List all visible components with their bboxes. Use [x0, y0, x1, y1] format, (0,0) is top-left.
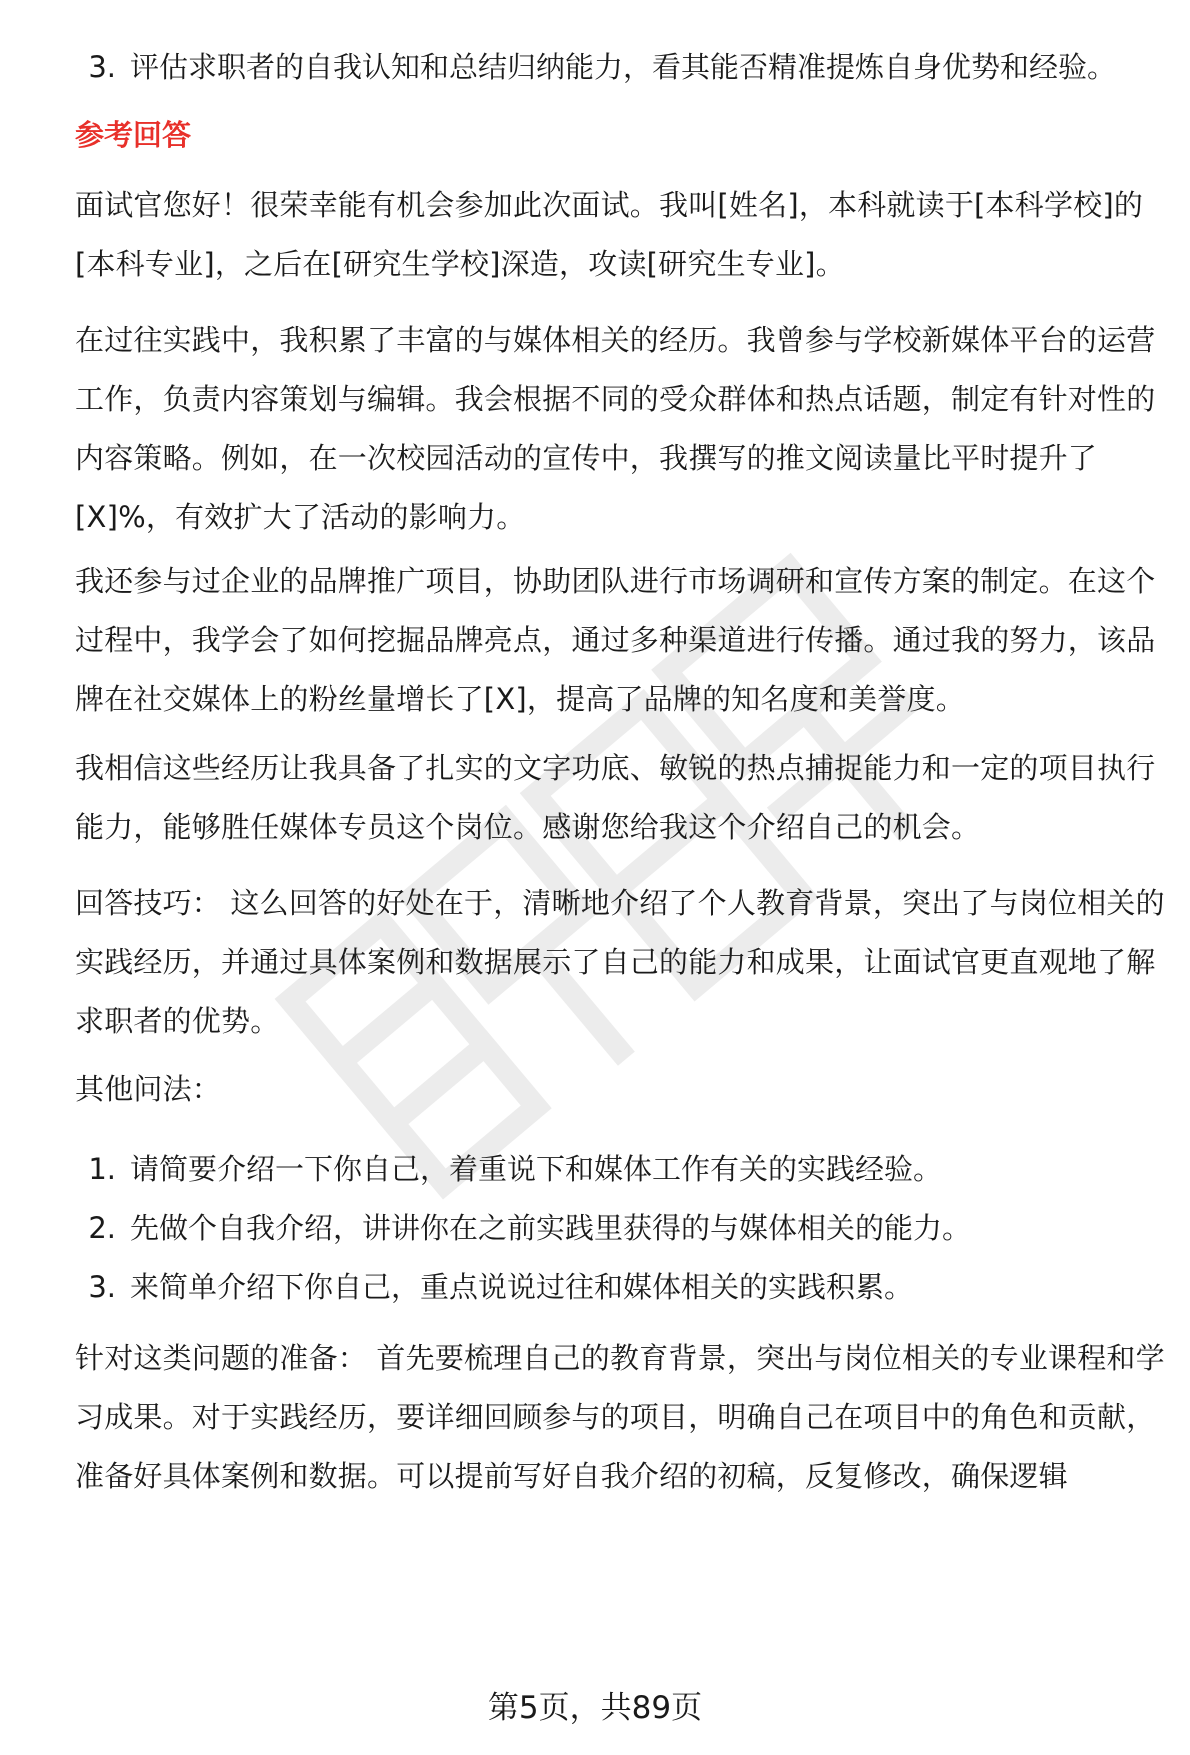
- list-item: [75, 1199, 1165, 1258]
- other-questions-label: 其他问法：: [75, 1072, 222, 1106]
- list-item: [75, 1140, 1165, 1199]
- answer-paragraph: 在过往实践中，我积累了丰富的与媒体相关的经历。我曾参与学校新媒体平台的运营工作，负责内容策划与编辑。我会根据不同的受众群体和热点话题，制定有针对性的内容策略。例如，在一次校园活动的宣传中，我撰写的推文阅读量比平时提升了[X]%，有效扩大了活动的影响力。: [75, 323, 1156, 534]
- list-number: 3.: [88, 50, 116, 84]
- page-number-footer: 第5页，共89页: [487, 1690, 703, 1726]
- list-number: 3.: [88, 1270, 116, 1304]
- list-item: [75, 38, 1165, 97]
- list-text: 评估求职者的自我认知和总结归纳能力，看其能否精准提炼自身优势和经验。: [130, 50, 1117, 84]
- other-questions-list: [75, 1140, 1165, 1317]
- answer-paragraph: 面试官您好！很荣幸能有机会参加此次面试。我叫[姓名]，本科就读于[本科学校]的[本科专业]，之后在[研究生学校]深造，攻读[研究生专业]。: [75, 188, 1144, 281]
- list-number: 1.: [88, 1152, 116, 1186]
- answer-paragraph: 我还参与过企业的品牌推广项目，协助团队进行市场调研和宣传方案的制定。在这个过程中，我学会了如何挖掘品牌亮点，通过多种渠道进行传播。通过我的努力，该品牌在社交媒体上的粉丝量增长了[X]，提高了品牌的知名度和美誉度。: [75, 564, 1156, 716]
- section-heading: 参考回答: [75, 118, 192, 152]
- tips-paragraph: 回答技巧： 这么回答的好处在于，清晰地介绍了个人教育背景，突出了与岗位相关的实践经历，并通过具体案例和数据展示了自己的能力和成果，让面试官更直观地了解求职者的优势。: [75, 886, 1165, 1038]
- list-text: 请简要介绍一下你自己，着重说下和媒体工作有关的实践经验。: [130, 1152, 943, 1186]
- list-number: 2.: [88, 1211, 116, 1245]
- list-text: 先做个自我介绍，讲讲你在之前实践里获得的与媒体相关的能力。: [130, 1211, 972, 1245]
- answer-paragraph: 我相信这些经历让我具备了扎实的文字功底、敏锐的热点捕捉能力和一定的项目执行能力，能够胜任媒体专员这个岗位。感谢您给我这个介绍自己的机会。: [75, 751, 1156, 844]
- preparation-paragraph: 针对这类问题的准备： 首先要梳理自己的教育背景，突出与岗位相关的专业课程和学习成果。对于实践经历，要详细回顾参与的项目，明确自己在项目中的角色和贡献，准备好具体案例和数据。可以提前写好自我介绍的初稿，反复修改，确保逻辑: [75, 1341, 1165, 1493]
- list-item: [75, 1258, 1165, 1317]
- criteria-list: [75, 38, 1165, 97]
- list-text: 来简单介绍下你自己，重点说说过往和媒体相关的实践积累。: [130, 1270, 914, 1304]
